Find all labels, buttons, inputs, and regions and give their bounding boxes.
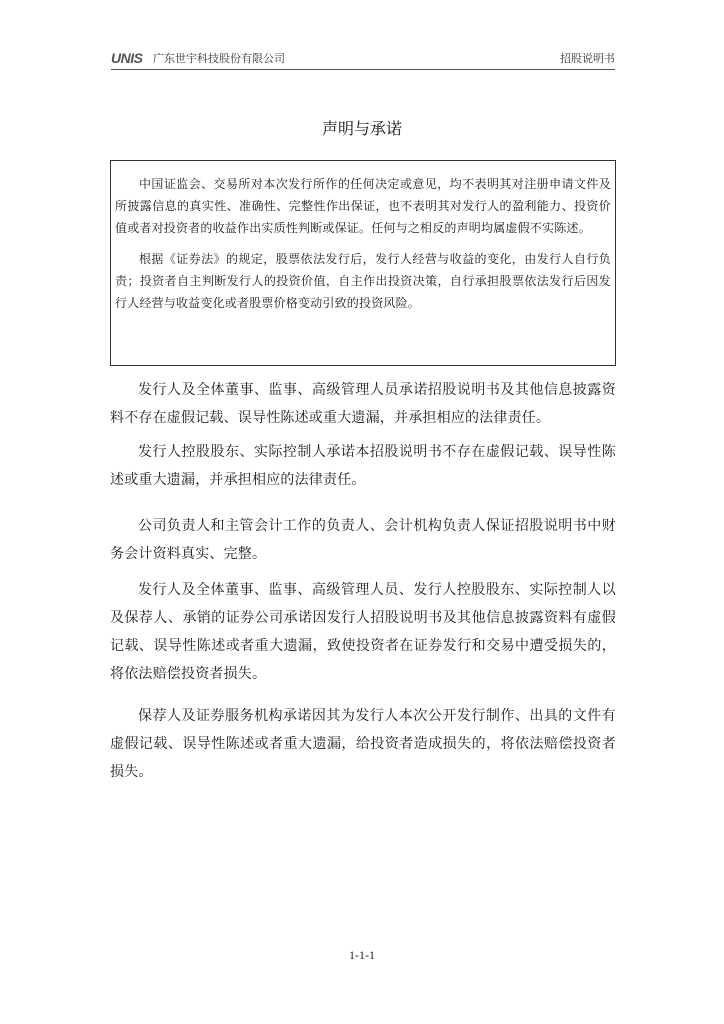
company-logo: UNIS: [111, 50, 143, 66]
statement-paragraph: 发行人控股股东、实际控制人承诺本招股说明书不存在虚假记载、误导性陈述或重大遗漏，并承担相应的法律责任。: [110, 444, 616, 488]
statement-5: [110, 702, 616, 786]
statement-3: [110, 512, 616, 568]
statement-2: [110, 438, 616, 494]
document-type: 招股说明书: [560, 52, 615, 65]
page-title: 声明与承诺: [321, 119, 402, 138]
statement-paragraph: 保荐人及证券服务机构承诺因其为发行人本次公开发行制作、出具的文件有虚假记载、误导性陈述或者重大遗漏，给投资者造成损失的，将依法赔偿投资者损失。: [110, 708, 616, 780]
company-name: 广东世宇科技股份有限公司: [153, 52, 285, 65]
page-number: 1-1-1: [349, 948, 375, 962]
notice-paragraph-2: 根据《证券法》的规定，股票依法发行后，发行人经营与收益的变化，由发行人自行负责；投资者自主判断发行人的投资价值，自主作出投资决策，自行承担股票依法发行后因发行人经营与收益变化或者股票价格变动引致的投资风险。: [115, 252, 611, 310]
notice-paragraph-1: 中国证监会、交易所对本次发行所作的任何决定或意见，均不表明其对注册申请文件及所披露信息的真实性、准确性、完整性作出保证，也不表明其对发行人的盈利能力、投资价值或者对投资者的收益作出实质性判断或保证。任何与之相反的声明均属虚假不实陈述。: [115, 177, 611, 235]
notice-box: [110, 160, 616, 366]
statement-4: [110, 576, 616, 688]
statement-paragraph: 发行人及全体董事、监事、高级管理人员承诺招股说明书及其他信息披露资料不存在虚假记载、误导性陈述或重大遗漏，并承担相应的法律责任。: [110, 382, 616, 426]
page-header: [111, 49, 615, 70]
statement-1: [110, 376, 616, 432]
statement-paragraph: 公司负责人和主管会计工作的负责人、会计机构负责人保证招股说明书中财务会计资料真实、完整。: [110, 518, 616, 562]
statement-paragraph: 发行人及全体董事、监事、高级管理人员、发行人控股股东、实际控制人以及保荐人、承销的证券公司承诺因发行人招股说明书及其他信息披露资料有虚假记载、误导性陈述或者重大遗漏，致使投资者在证券发行和交易中遭受损失的，将依法赔偿投资者损失。: [110, 582, 616, 682]
